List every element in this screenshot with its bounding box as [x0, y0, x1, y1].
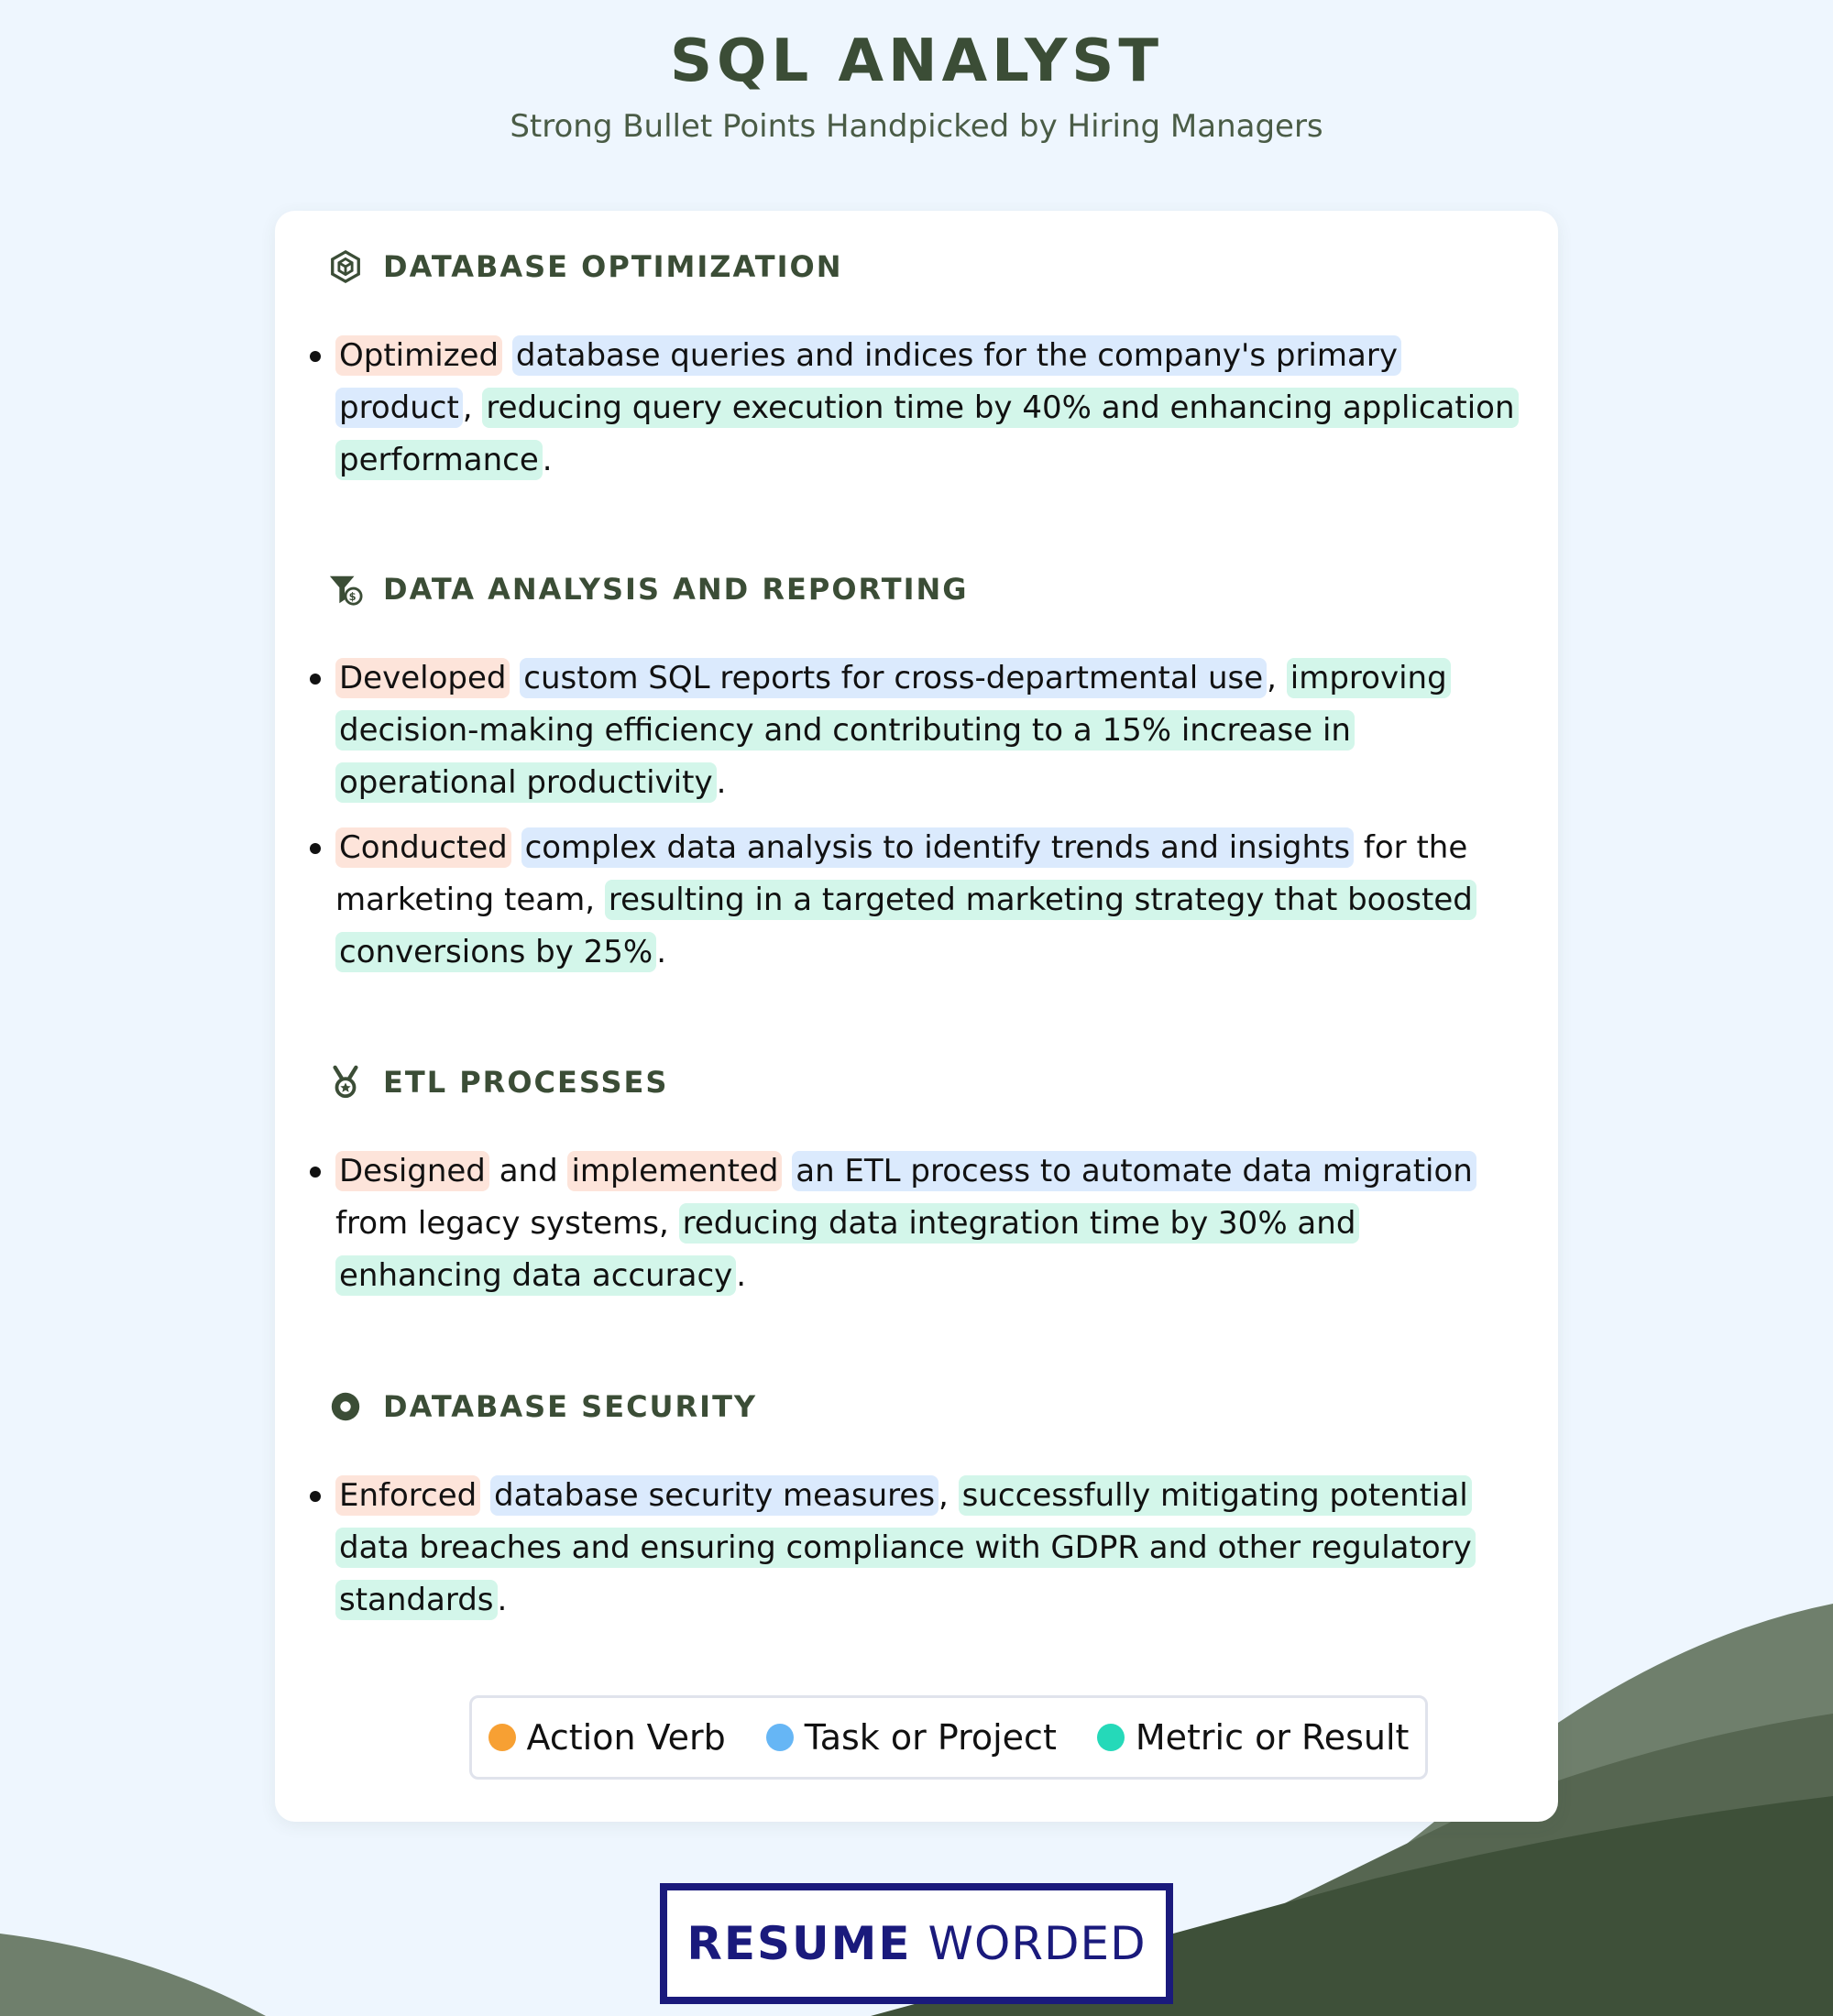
bullet-dot	[310, 674, 321, 685]
bullet-item	[335, 330, 1527, 487]
section-title: DATABASE OPTIMIZATION	[383, 249, 843, 284]
cube-icon	[328, 249, 363, 284]
bullet-item	[335, 822, 1527, 979]
plain-text: and	[488, 1153, 568, 1189]
bullet-dot	[310, 1491, 321, 1502]
action-verb-highlight: Designed	[335, 1151, 489, 1191]
action-verb-highlight: Optimized	[335, 335, 502, 376]
section-database-optimization	[275, 249, 1558, 487]
bullet-item	[335, 1145, 1527, 1302]
legend-label: Action Verb	[526, 1717, 726, 1758]
bullet-dot	[310, 1167, 321, 1178]
bullet-list	[275, 652, 1558, 979]
action-verb-highlight: Developed	[335, 658, 510, 698]
logo-text-light: WORDED	[927, 1917, 1147, 1970]
bullet-list	[275, 1470, 1558, 1627]
section-etl-processes	[275, 1065, 1558, 1302]
task-highlight: database queries and indices for the company's primary product	[335, 335, 1401, 428]
bullet-dot	[310, 843, 321, 854]
bullet-points-card	[275, 211, 1558, 1822]
plain-text	[480, 1477, 490, 1514]
teal-dot-icon	[1097, 1724, 1125, 1751]
record-circle-icon	[328, 1389, 363, 1424]
action-verb-highlight: Conducted	[335, 827, 511, 868]
section-heading	[328, 1065, 1558, 1100]
metric-highlight: reducing data integration time by 30% and enhancing data accuracy	[335, 1203, 1359, 1296]
page-subtitle: Strong Bullet Points Handpicked by Hiring Managers	[510, 108, 1323, 145]
plain-text: .	[497, 1582, 508, 1618]
action-verb-highlight: Enforced	[335, 1475, 480, 1516]
plain-text	[511, 829, 521, 866]
bullet-item	[335, 1470, 1527, 1627]
task-highlight: complex data analysis to identify trends and insights	[521, 827, 1355, 868]
metric-highlight: successfully mitigating potential data breaches and ensuring compliance with GDPR and other regulatory standards	[335, 1475, 1476, 1620]
section-data-analysis-and-reporting	[275, 572, 1558, 979]
metric-highlight: reducing query execution time by 40% and enhancing application performance	[335, 388, 1519, 480]
section-heading	[328, 1389, 1558, 1424]
plain-text: .	[716, 764, 727, 801]
resume-worded-logo	[660, 1883, 1173, 2004]
legend-item-task-or-project	[766, 1717, 1057, 1758]
section-title: DATABASE SECURITY	[383, 1389, 758, 1424]
bullet-item	[335, 652, 1527, 809]
task-highlight: database security measures	[490, 1475, 938, 1516]
svg-text:$: $	[348, 589, 358, 603]
page-header	[0, 27, 1833, 145]
blue-dot-icon	[766, 1724, 794, 1751]
section-database-security	[275, 1389, 1558, 1627]
plain-text: ,	[938, 1477, 959, 1514]
section-title: ETL PROCESSES	[383, 1065, 669, 1100]
plain-text: ,	[1267, 660, 1287, 696]
page-title: SQL ANALYST	[669, 27, 1164, 95]
plain-text	[782, 1153, 792, 1189]
plain-text	[510, 660, 520, 696]
section-heading	[328, 249, 1558, 284]
orange-dot-icon	[488, 1724, 516, 1751]
bullet-list	[275, 1145, 1558, 1302]
legend-item-action-verb	[488, 1717, 726, 1758]
task-highlight: custom SQL reports for cross-departmental use	[520, 658, 1267, 698]
medal-icon	[328, 1065, 363, 1100]
section-title: DATA ANALYSIS AND REPORTING	[383, 572, 969, 607]
bullet-list	[275, 330, 1558, 487]
plain-text: .	[656, 934, 666, 970]
plain-text	[502, 337, 512, 374]
plain-text: .	[542, 442, 553, 478]
action-verb-highlight: implemented	[567, 1151, 782, 1191]
legend-label: Task or Project	[804, 1717, 1057, 1758]
funnel-dollar-icon	[328, 572, 363, 607]
metric-highlight: improving decision-making efficiency and contributing to a 15% increase in operational productivity	[335, 658, 1451, 803]
section-heading	[328, 572, 1558, 607]
legend-label: Metric or Result	[1135, 1717, 1410, 1758]
plain-text: for the marketing team,	[335, 829, 1468, 918]
plain-text: from legacy systems,	[335, 1205, 679, 1242]
logo-text-bold: RESUME	[686, 1917, 912, 1970]
highlight-legend	[469, 1695, 1428, 1780]
task-highlight: an ETL process to automate data migration	[792, 1151, 1476, 1191]
metric-highlight: resulting in a targeted marketing strategy that boosted conversions by 25%	[335, 880, 1476, 972]
legend-item-metric-or-result	[1097, 1717, 1410, 1758]
plain-text: .	[736, 1257, 747, 1294]
bullet-dot	[310, 351, 321, 362]
plain-text: ,	[462, 389, 483, 426]
